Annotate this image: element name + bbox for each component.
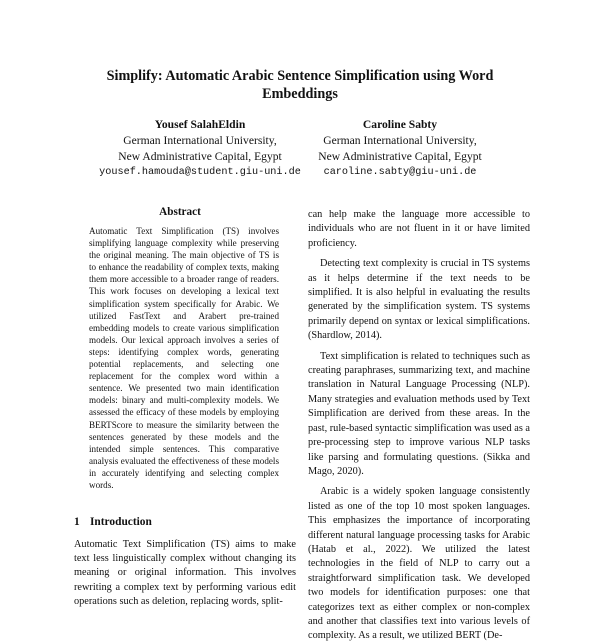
abstract-text: Automatic Text Simplification (TS) involves simplifying language complexity while preserving the original meaning. The main objective of TS is to enhance the readability of complex texts, making them more accessible to a broader range of readers. This work focuses on developing a lexical text simplification system specifically for Arabic. We utilized FastText and Arabert pre-trained embedding models to create various simplification models. Our lexical approach involves a series of steps: identifying complex words, generating potential replacements, and selecting one replacement for the complex word within a sentence. We presented two main identification models: binary and multi-complexity models. We assessed the efficacy of these models by employing BERTScore to measure the similarity between the sentences generated by these models and the intended simple sentences. This comparative analysis evaluated the effectiveness of these models in accurately identifying and selecting complex words.	[89, 226, 279, 490]
paragraph: Arabic is a widely spoken language consistently listed as one of the top 10 most spoken languages. This emphasizes the importance of incorporating different natural language processing tasks for Arabic (Hatab et al., 2022). We utilized the latest technologies in the field of NLP to carry out a straightforward simplification task. We developed two models for identification purposes: one that categorizes text as either complex or non-complex and another that classifies text into various levels of complexity. As a result, we utilized BERT (De-	[308, 486, 530, 642]
right-column	[308, 208, 530, 642]
author-block	[0, 117, 600, 177]
introduction-text: Automatic Text Simplification (TS) aims to make text less linguistically complex without changing its meaning or original information. This involves rewriting a complex text by performing various edit operations such as deletion, replacing words, split-	[74, 539, 296, 607]
paper-title: Simplify: Automatic Arabic Sentence Simplification using Word Embeddings	[106, 68, 494, 102]
author-2	[275, 117, 525, 181]
author-email[interactable]: yousef.hamouda@student.giu-uni.de	[99, 167, 301, 178]
section-title: Introduction	[90, 516, 152, 528]
author-affiliation: German International University,	[323, 134, 477, 147]
paragraph: Text simplification is related to techniques such as creating paraphrases, summarizing text, and machine translation in Natural Language Processing (NLP). Many strategies and evaluation methods used by Text Simplification are derived from these areas. In the past, rule-based syntactic simplification was used as a pre-processing step to improve various NLP tasks like parsing and formulating questions. (Sikka and Mago, 2020).	[308, 350, 530, 477]
author-email[interactable]: caroline.sabty@giu-uni.de	[323, 167, 477, 178]
paragraph: Detecting text complexity is crucial in TS systems as it helps determine if the text needs to be simplified. It is also helpful in evaluating the results generated by the simplification system. TS systems primarily depend on syntax or lexical simplifications. (Shardlow, 2014).	[308, 258, 530, 342]
paragraph: can help make the language more accessible to individuals who are not fluent in it or have limited proficiency.	[308, 209, 530, 249]
section-number: 1	[74, 516, 80, 528]
author-location: New Administrative Capital, Egypt	[318, 150, 482, 163]
section-heading-introduction	[74, 516, 152, 528]
abstract-heading: Abstract	[159, 206, 201, 218]
author-affiliation: German International University,	[123, 134, 277, 147]
author-location: New Administrative Capital, Egypt	[118, 150, 282, 163]
author-name: Caroline Sabty	[362, 118, 438, 131]
author-name: Yousef SalahEldin	[154, 118, 246, 131]
